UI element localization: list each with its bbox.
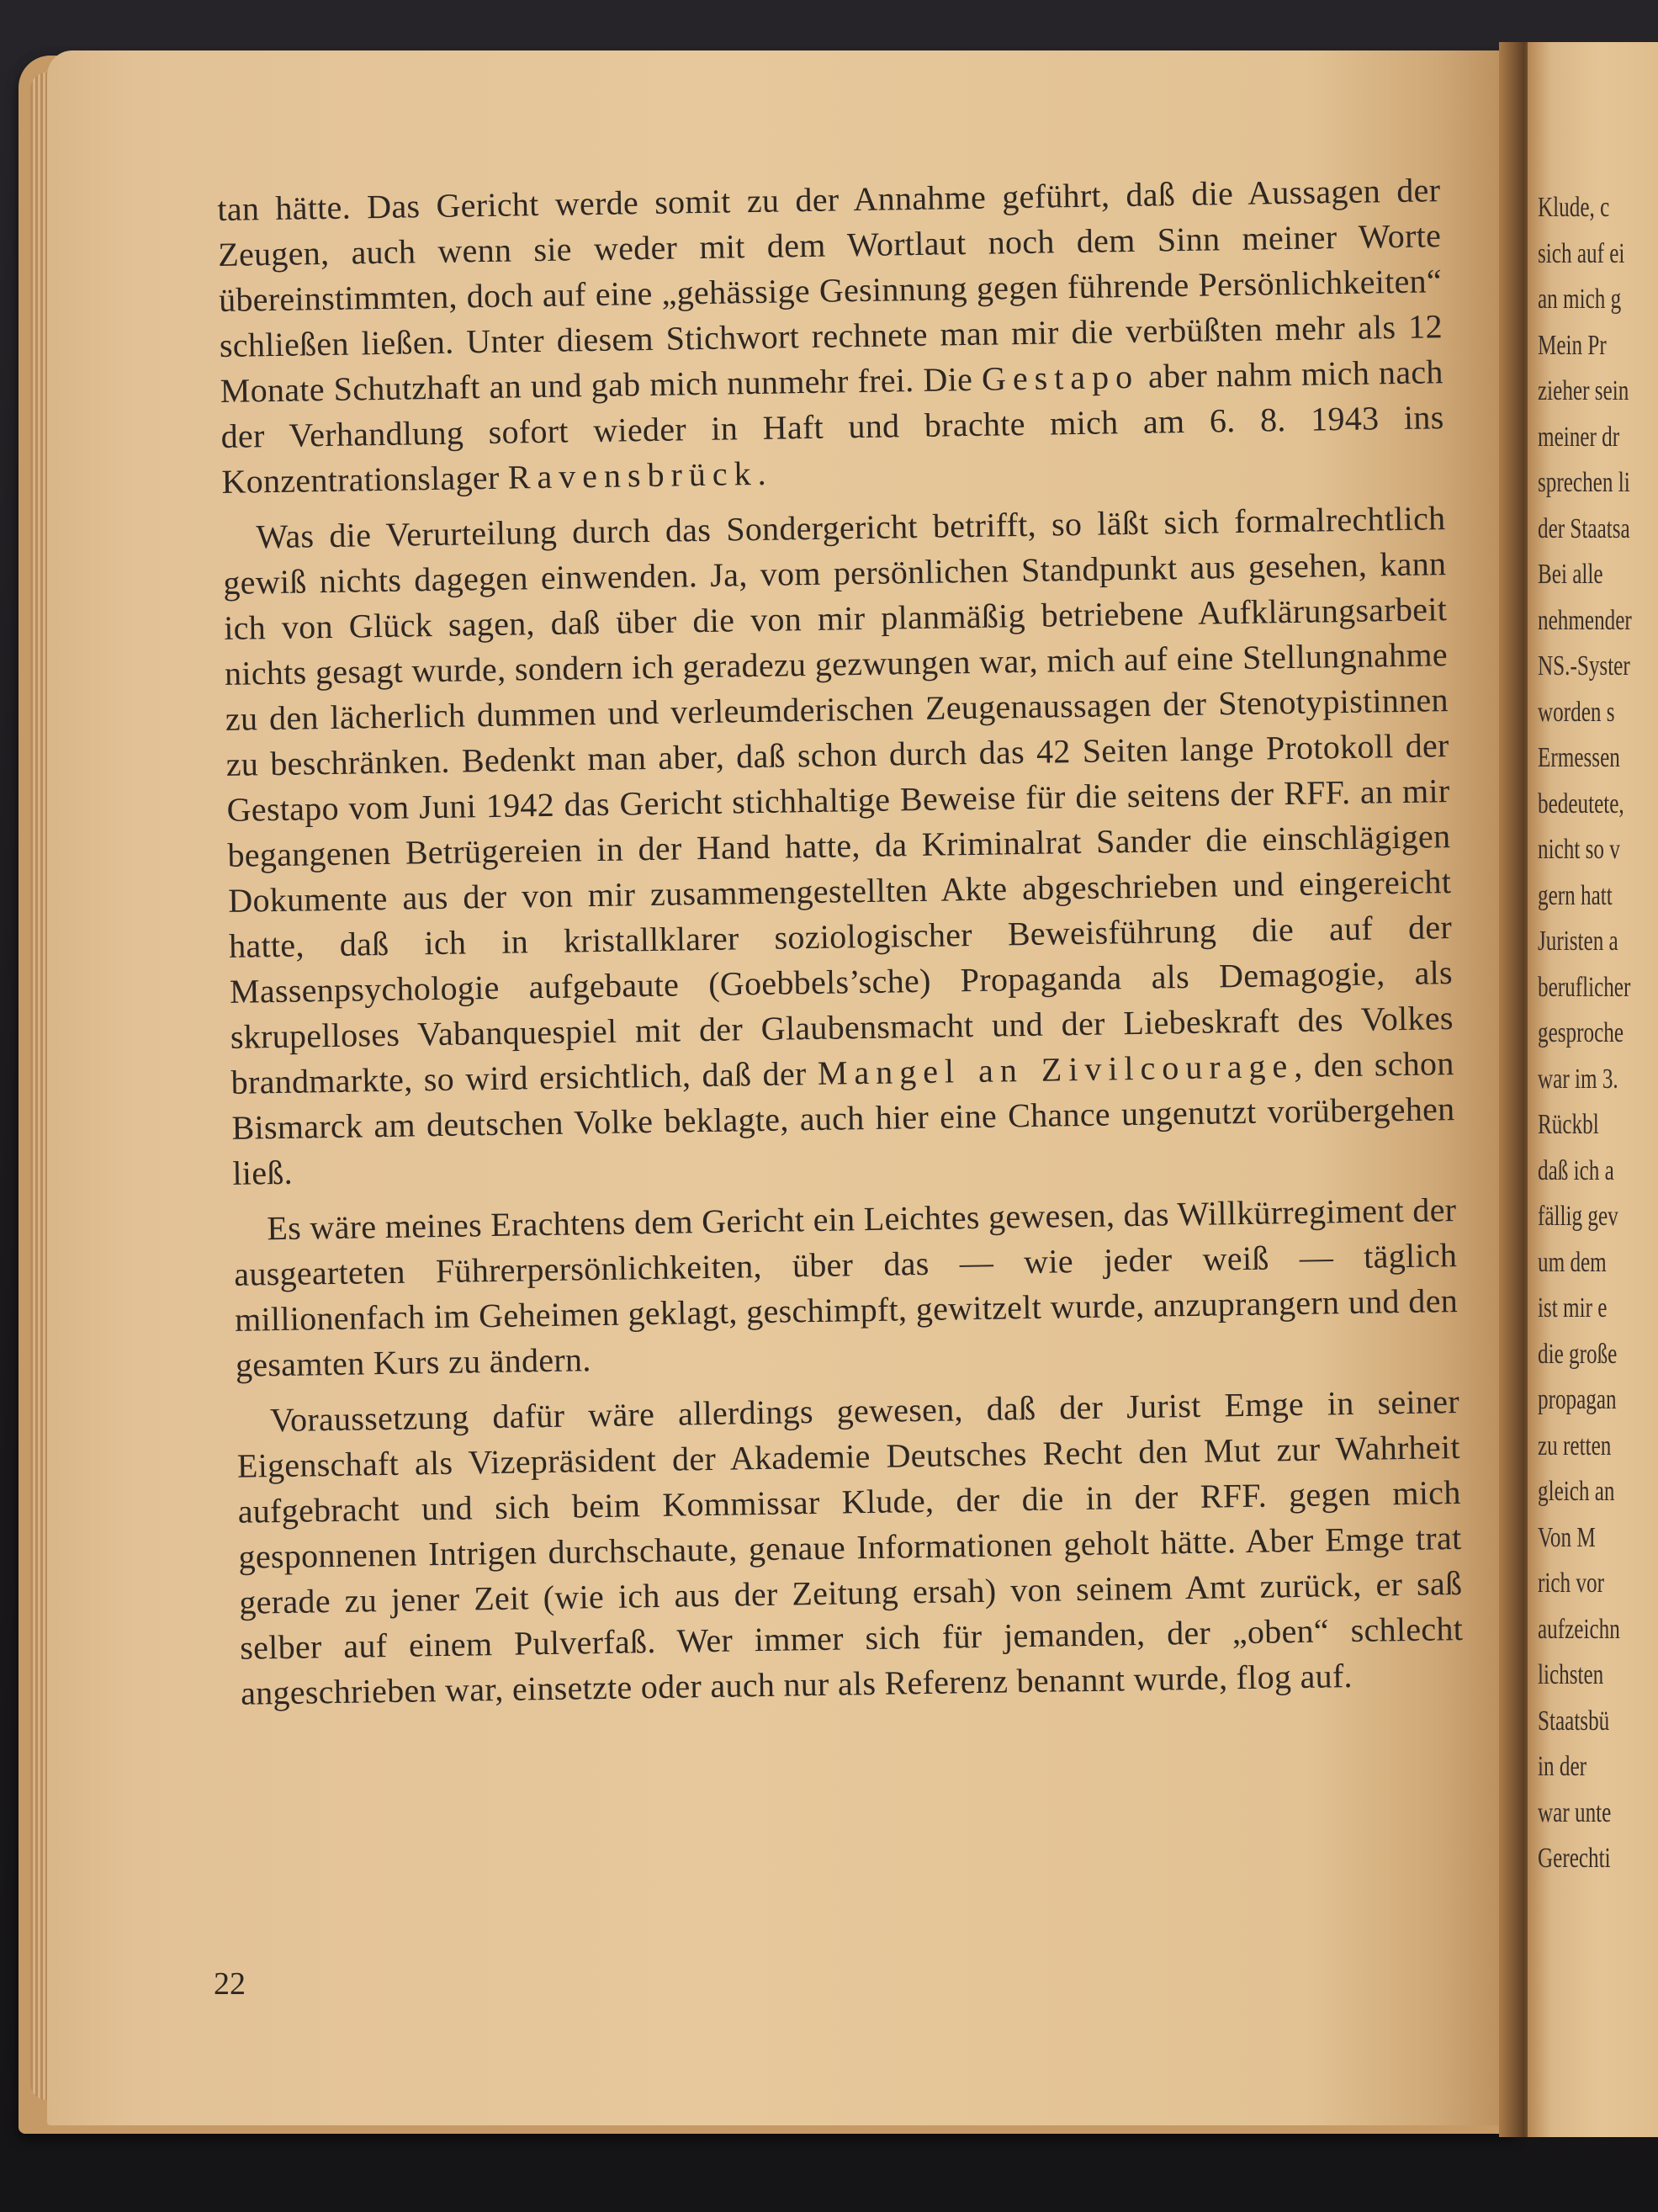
facing-page-line: aufzeichn <box>1538 1613 1620 1645</box>
text-run: . <box>757 454 767 492</box>
facing-page-line: daß ich a <box>1538 1154 1614 1186</box>
facing-page-line: Mein Pr <box>1538 329 1607 361</box>
facing-page-line: nehmender <box>1538 604 1632 636</box>
page-number: 22 <box>214 1966 246 2002</box>
facing-page-line: sprechen li <box>1538 467 1630 498</box>
facing-page-line: meiner dr <box>1538 421 1620 453</box>
facing-page-line: Bei alle <box>1538 559 1603 590</box>
paragraph <box>233 1187 1459 1388</box>
text-run: Es wäre meines Erachtens dem Gericht ein Leichtes gewesen, das Willkürregiment der ausgearteten Führerpersönlichkeiten, über das — wie jeder weiß — täglich millionenfach im Geheimen geklagt, geschimpft, gewitzelt wurde, anzuprangern und den gesamten Kurs zu ändern. <box>233 1191 1459 1384</box>
facing-page-line: nicht so v <box>1538 834 1620 865</box>
facing-page-line: zu retten <box>1538 1430 1612 1461</box>
facing-page-line: war unte <box>1538 1796 1612 1828</box>
paragraph <box>222 496 1456 1196</box>
facing-page-text <box>1538 185 1658 1882</box>
facing-page-line: beruflicher <box>1538 971 1631 1003</box>
facing-page-line: Staatsbü <box>1538 1705 1610 1737</box>
facing-page-line: gleich an <box>1538 1476 1615 1507</box>
right-page-fragment <box>1528 42 1658 2137</box>
facing-page-line: NS.-Syster <box>1538 650 1630 682</box>
facing-page-line: bedeutete, <box>1538 788 1624 820</box>
emphasized-text: Mangel an Zivilcourage <box>817 1047 1295 1092</box>
facing-page-line: zieher sein <box>1538 375 1629 406</box>
facing-page-line: die große <box>1538 1338 1618 1370</box>
facing-page-line: worden s <box>1538 696 1615 728</box>
facing-page-line: um dem <box>1538 1246 1607 1278</box>
facing-page-line: der Staatsa <box>1538 512 1630 544</box>
body-text <box>217 167 1465 1727</box>
facing-page-line: an mich g <box>1538 284 1622 315</box>
facing-page-line: fällig gev <box>1538 1201 1618 1232</box>
facing-page-line: propagan <box>1538 1384 1617 1415</box>
facing-page-line: lichsten <box>1538 1659 1604 1690</box>
paragraph <box>236 1379 1465 1716</box>
facing-page-line: gern hatt <box>1538 879 1613 911</box>
paragraph <box>217 167 1445 505</box>
facing-page-line: Juristen a <box>1538 926 1618 957</box>
facing-page-line: Klude, c <box>1538 192 1610 223</box>
facing-page-line: sich auf ei <box>1538 237 1625 269</box>
facing-page-line: gesproche <box>1538 1017 1624 1048</box>
text-run: Voraussetzung dafür wäre allerdings gewesen, daß der Jurist Emge in seiner Eigenschaft als Vizepräsident der Akademie Deutsches Recht den Mut zur Wahrheit aufgebracht und sich beim Kommissar Klude, der die in der RFF. gegen mich gesponnenen Intrigen durchschaute, genaue Informationen geholt hätte. Aber Emge trat gerade zu jener Zeit (wie ich aus der Zeitung ersah) von seinem Amt zurück, er saß selber auf einem Pulverfaß. Wer immer sich für jemanden, der „oben“ schlecht angeschrieben war, einsetzte oder auch nur als Referenz benannt wurde, flog auf. <box>236 1382 1464 1712</box>
text-run: tan hätte. Das Gericht werde somit zu der Annahme geführt, daß die Aussagen der Zeugen, auch wenn sie weder mit dem Wortlaut noch dem Sinn meiner Worte übereinstimmten, doch auf eine „gehässige Gesinnung gegen führende Persönlichkeiten“ schließen ließen. Unter diesem Stichwort rechnete man mir die verbüßten mehr als 12 Monate Schutzhaft an und gab mich nunmehr frei. Die <box>217 171 1443 410</box>
facing-page-line: Ermessen <box>1538 742 1620 773</box>
text-run: Was die Verurteilung durch das Sondergericht betrifft, so läßt sich formalrechtlich gewiß nichts dagegen einwenden. Ja, vom persönlichen Standpunkt aus gesehen, kann ich von Glück sagen, daß über die von mir planmäßig betriebene Aufklärungsarbeit nichts gesagt wurde, sondern ich geradezu gezwungen war, mich auf eine Stellungnahme zu den lächerlich dummen und verleumderischen Zeugenaussagen der Stenotypistinnen zu beschränken. Bedenkt man aber, daß schon durch das 42 Seiten lange Protokoll der Gestapo vom Juni 1942 das Gericht stichhaltige Beweise für die seitens der RFF. an mir begangenen Betrügereien in der Hand hatte, da Kriminalrat Sander die einschlägigen Dokumente aus der von mir zusammengestellten Akte abgeschrieben und eingereicht hatte, daß ich in kristallklarer soziologischer Beweisführung die auf der Massenpsychologie aufgebaute (Goebbels’sche) Propaganda als Demagogie, als skrupelloses Vabanquespiel mit der Glaubensmacht und der Liebeskraft des Volkes brandmarkte, so wird ersichtlich, daß der <box>223 499 1454 1101</box>
facing-page-line: Rückbl <box>1538 1109 1599 1140</box>
facing-page-line: ist mir e <box>1538 1292 1608 1323</box>
facing-page-line: war im 3. <box>1538 1063 1618 1095</box>
facing-page-line: Gerechti <box>1538 1843 1611 1874</box>
facing-page-line: rich vor <box>1538 1567 1604 1599</box>
facing-page-line: in der <box>1538 1751 1586 1782</box>
emphasized-text: Gestapo <box>981 357 1140 398</box>
text-run: , den schon Bismarck am deutschen Volke beklagte, auch hier eine Chance ungenutzt vorübergehen ließ. <box>231 1044 1455 1192</box>
text-run: aber nahm mich nach der Verhandlung sofort wieder in Haft und brachte mich am 6. 8. 1943 ins Konzentrationslager <box>220 353 1444 501</box>
facing-page-line: Von M <box>1538 1521 1596 1553</box>
emphasized-text: Ravensbrück <box>507 454 758 496</box>
